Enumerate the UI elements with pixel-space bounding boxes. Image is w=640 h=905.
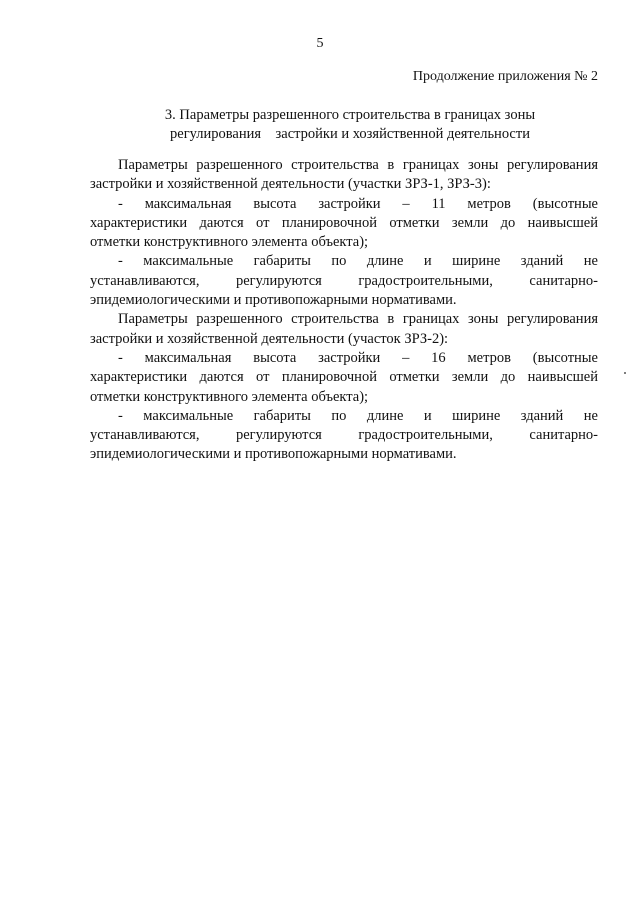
text-line: отметки конструктивного элемента объекта);	[90, 388, 369, 405]
document-body	[90, 156, 598, 465]
text-line: эпидемиологическими и противопожарными нормативами.	[90, 292, 457, 309]
section-title	[90, 106, 610, 144]
text-line: застройки и хозяйственной деятельности (участки ЗРЗ-1, ЗРЗ-3):	[90, 176, 491, 193]
text-line: застройки и хозяйственной деятельности (участок ЗРЗ-2):	[90, 330, 449, 347]
list-item-max-dimensions-zrz-1-3	[90, 252, 598, 310]
text-line: Параметры разрешенного строительства в границах зоны регулирования	[118, 157, 598, 173]
text-line: эпидемиологическими и противопожарными нормативами.	[90, 446, 457, 463]
section-title-line-2: регулирования застройки и хозяйственной деятельности	[170, 126, 530, 142]
list-item-max-dimensions-zrz-2	[90, 407, 598, 465]
text-line: - максимальная высота застройки – 11 метров (высотные	[118, 195, 598, 212]
text-line: характеристики даются от планировочной отметки земли до наивысшей	[90, 214, 598, 231]
list-item-max-height-zrz-2	[90, 349, 598, 407]
text-line: устанавливаются, регулируются градостроительными, санитарно-	[90, 427, 598, 444]
scan-speck	[624, 372, 626, 374]
text-line: устанавливаются, регулируются градостроительными, санитарно-	[90, 272, 598, 289]
paragraph-zrz-2-intro	[90, 310, 598, 349]
text-line: Параметры разрешенного строительства в границах зоны регулирования	[118, 311, 598, 328]
text-line: - максимальные габариты по длине и ширине зданий не	[118, 253, 598, 270]
paragraph-zrz-1-3-intro	[90, 156, 598, 195]
text-line: - максимальная высота застройки – 16 метров (высотные	[118, 349, 598, 366]
text-line: характеристики даются от планировочной отметки земли до наивысшей	[90, 369, 598, 386]
list-item-max-height-zrz-1-3	[90, 195, 598, 253]
section-title-line-1: 3. Параметры разрешенного строительства в границах зоны	[164, 107, 536, 123]
text-line: отметки конструктивного элемента объекта);	[90, 234, 369, 251]
appendix-continuation-note: Продолжение приложения № 2	[412, 69, 598, 84]
text-line: - максимальные габариты по длине и ширине зданий не	[118, 407, 598, 424]
page-number: 5	[316, 36, 324, 51]
